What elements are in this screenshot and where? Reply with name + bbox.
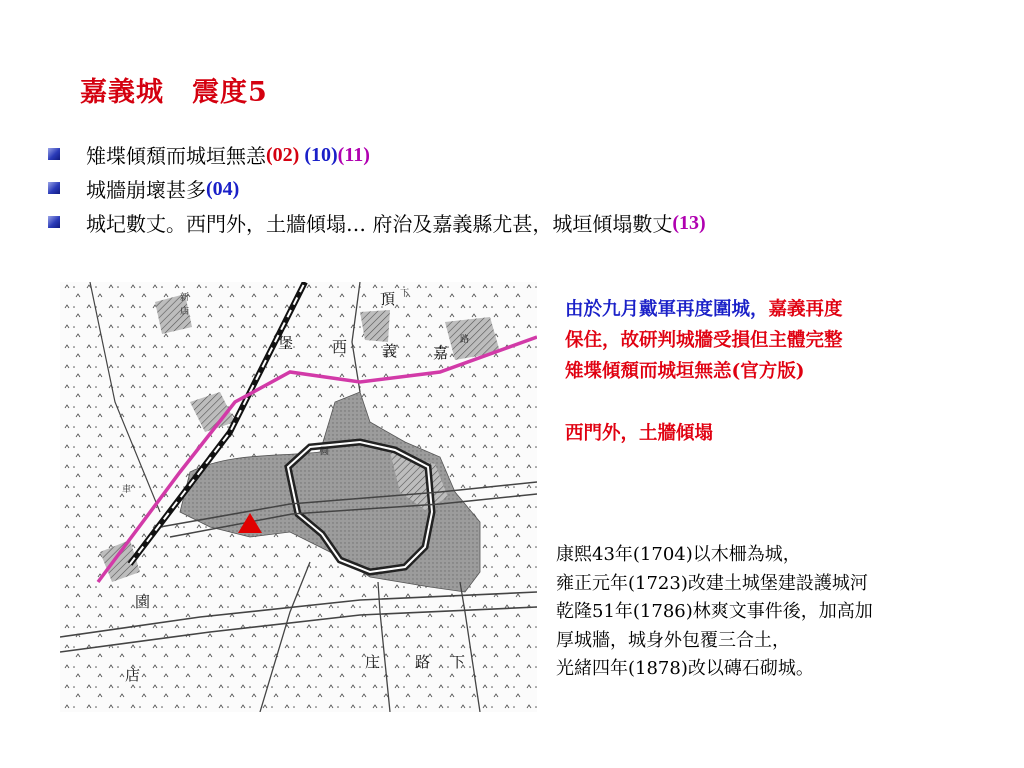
historical-map-chiayi	[60, 282, 537, 712]
note-line: 雉堞傾頹而城垣無恙(官方版)	[565, 361, 805, 382]
reference-code: (02)	[266, 143, 305, 166]
reference-code: (13)	[672, 211, 706, 234]
reference-code: (10)	[304, 143, 338, 166]
map-small-label: 路	[460, 335, 470, 345]
map-label: 店	[125, 666, 141, 684]
map-label: 路	[415, 653, 431, 671]
history-line: 康熙43年(1704)以木柵為城，	[556, 544, 801, 565]
map-label: 義	[382, 342, 398, 360]
history-line: 雍正元年(1723)改建土城堡建設護城河	[556, 572, 868, 594]
bullet-text: 城牆崩壞甚多	[86, 177, 206, 202]
square-bullet-icon	[48, 148, 60, 160]
note-line-blue: 由於九月戴軍再度圍城，	[565, 299, 769, 320]
bullet-text: 城圮數丈。西門外，土牆傾塌… 府治及嘉義縣尤甚，城垣傾塌數丈	[86, 211, 673, 236]
map-label: 下	[450, 653, 466, 671]
bullet-text: 雉堞傾頹而城垣無恙	[86, 143, 266, 168]
map-label: 頂	[380, 290, 396, 308]
note-line-red: 嘉義再度	[768, 299, 843, 320]
annotation-notes	[565, 294, 843, 449]
bullet-item	[48, 137, 706, 171]
reference-code: (11)	[337, 143, 370, 166]
reference-codes	[206, 176, 239, 201]
map-small-label: 車	[122, 485, 132, 495]
bullet-item	[48, 205, 706, 239]
bullet-list	[48, 137, 706, 239]
map-label: 庄	[365, 653, 381, 671]
note-line	[565, 294, 843, 325]
square-bullet-icon	[48, 216, 60, 228]
history-line: 厚城牆，城身外包覆三合土，	[556, 629, 790, 651]
map-label: 園	[135, 593, 151, 611]
history-line: 乾隆51年(1786)林爽文事件後，加高加	[556, 601, 873, 622]
map-label: 堡	[278, 334, 294, 352]
note-line: 保住，故研判城牆受損但主體完整	[565, 330, 843, 351]
map-label: 嘉	[433, 344, 449, 362]
reference-codes	[672, 210, 705, 235]
bullet-item	[48, 171, 706, 205]
map-small-label: 下	[400, 289, 410, 299]
reference-codes	[266, 142, 370, 167]
map-small-label: 圓	[320, 447, 330, 457]
note-line: 西門外，土牆傾塌	[565, 423, 714, 444]
history-text	[556, 541, 873, 684]
slide-title: 嘉義城 震度5	[80, 77, 268, 108]
history-line: 光緒四年(1878)改以磚石砌城。	[556, 658, 814, 679]
square-bullet-icon	[48, 182, 60, 194]
map-small-label: 新	[180, 293, 190, 303]
map-small-label: 店	[180, 307, 190, 317]
map-label: 西	[332, 338, 348, 356]
reference-code: (04)	[206, 177, 240, 200]
